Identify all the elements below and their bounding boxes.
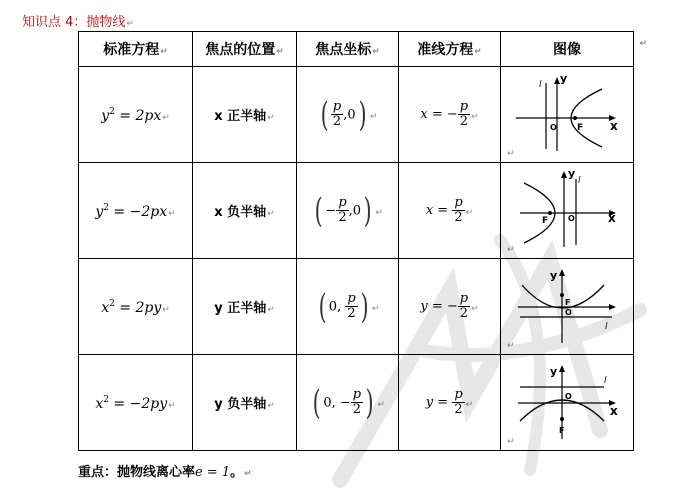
header-graph: 图像 ↵: [501, 32, 634, 67]
focus-coordinates: ( 0, − $\frac{p}{2}$ ) ↵: [297, 355, 399, 451]
standard-equation: $x^2$ = −2py↵: [79, 355, 193, 451]
table-header-row: [79, 32, 634, 67]
focus-position: x 负半轴↵: [193, 163, 297, 259]
directrix-equation: y = $\frac{p}{2}$ ↵: [399, 355, 501, 451]
svg-text:l: l: [578, 175, 581, 186]
svg-text:O: O: [568, 213, 575, 223]
focus-coordinates: ( 0, $\frac{p}{2}$ ) ↵: [297, 259, 399, 355]
watermark-graphic: [300, 200, 670, 500]
svg-text:F: F: [559, 425, 565, 435]
standard-equation: $x^2$ = 2py↵: [79, 259, 193, 355]
svg-text:F: F: [565, 297, 571, 307]
svg-text:y: y: [560, 72, 568, 85]
header-focus-position: 焦点的位置↵: [193, 32, 297, 67]
header-focus-coordinates: 焦点坐标↵: [297, 32, 399, 67]
focus-coordinates: ( − $\frac{p}{2}$ ,0) ↵: [297, 163, 399, 259]
svg-text:F: F: [542, 215, 549, 226]
table-row: [79, 67, 634, 163]
svg-text:O: O: [565, 391, 572, 401]
focus-position: x 正半轴↵: [193, 67, 297, 163]
svg-text:y: y: [550, 364, 558, 378]
svg-text:y: y: [568, 168, 576, 180]
standard-equation: $y^2$ = −2px↵: [79, 163, 193, 259]
key-point-note: 重点：抛物线离心率e = 1。↵: [78, 465, 252, 480]
svg-text:l: l: [605, 321, 608, 332]
graph-cell: y F O l ↵: [501, 259, 634, 355]
svg-text:x: x: [610, 118, 618, 133]
directrix-equation: x = − $\frac{p}{2}$ ↵: [399, 67, 501, 163]
focus-position: y 负半轴↵: [193, 355, 297, 451]
standard-equation: $y^2$ = 2px↵: [79, 67, 193, 163]
graph-cell: y l O x F ↵: [501, 355, 634, 451]
svg-text:O: O: [550, 122, 557, 132]
focus-position: y 正半轴↵: [193, 259, 297, 355]
graph-cell: y l O F x ↵: [501, 163, 634, 259]
directrix-equation: x = $\frac{p}{2}$ ↵: [399, 163, 501, 259]
svg-text:l: l: [539, 79, 542, 90]
svg-text:F: F: [577, 122, 584, 133]
header-directrix-equation: 准线方程↵: [399, 32, 501, 67]
section-title: 知识点 4：抛物线↵: [22, 15, 134, 30]
svg-text:x: x: [608, 210, 616, 225]
focus-coordinates: ( $\frac{p}{2}$ ,0) ↵: [297, 67, 399, 163]
directrix-equation: y = − $\frac{p}{2}$ ↵: [399, 259, 501, 355]
graph-cell: y l O F x ↵: [501, 67, 634, 163]
svg-text:O: O: [565, 307, 572, 317]
svg-text:y: y: [550, 268, 558, 282]
header-standard-equation: 标准方程↵: [79, 32, 193, 67]
svg-text:x: x: [610, 403, 618, 418]
svg-text:l: l: [604, 375, 607, 386]
parabola-right-graph: [512, 73, 622, 153]
